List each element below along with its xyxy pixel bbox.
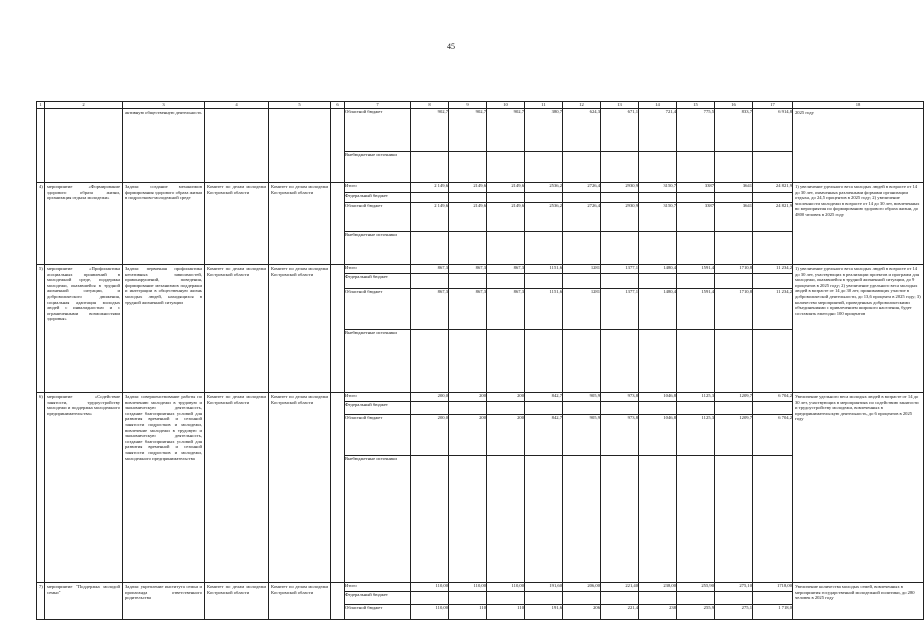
funding-value (487, 592, 525, 605)
column-header: 3 (123, 102, 205, 109)
task-description (123, 393, 205, 583)
funding-value: 1480,4 (639, 265, 677, 274)
funding-value (525, 402, 563, 415)
funding-value (411, 152, 449, 183)
row-number-text: 4) (39, 184, 43, 189)
funding-value (449, 402, 487, 415)
funding-value (601, 402, 639, 415)
column-header: 2 (45, 102, 123, 109)
funding-value (753, 592, 793, 605)
funding-value: 1046,8 (639, 393, 677, 402)
participant-text: Комитет по делам молодежи Костромской области (271, 394, 328, 405)
participant-text: Комитет по делам молодежи Костромской области (271, 584, 328, 595)
funding-value: 191,6 (525, 605, 563, 620)
task-description (123, 109, 205, 183)
funding-value: 2149,6 (487, 183, 525, 193)
column-header: 14 (639, 102, 677, 109)
funding-value: 1710,8 (715, 265, 753, 274)
funding-value: 3150,7 (639, 203, 677, 232)
funding-value: 3150,7 (639, 183, 677, 193)
participant (269, 583, 331, 620)
funding-value (677, 193, 715, 203)
task-description (123, 265, 205, 393)
column-header: 4 (205, 102, 269, 109)
target-indicator (793, 109, 924, 183)
funding-value: 1125,3 (677, 415, 715, 456)
responsible-executor (205, 265, 269, 393)
funding-value: 833,7 (715, 109, 753, 152)
funding-source: Федеральный бюджет (345, 402, 411, 415)
activity-name-text: мероприятие «Формирование здорового образа жизни, организация отдыха молодежи» (47, 184, 120, 201)
funding-value (677, 274, 715, 289)
funding-value: 11 234,2 (753, 265, 793, 274)
funding-source: Федеральный бюджет (345, 592, 411, 605)
funding-source: Областной бюджет (345, 203, 411, 232)
funding-value (411, 232, 449, 265)
responsible-executor-text: Комитет по делам молодежи Костромской области (207, 184, 266, 195)
funding-value (715, 193, 753, 203)
funding-value (411, 402, 449, 415)
activity-name (45, 393, 123, 583)
funding-value: 11 234,2 (753, 289, 793, 330)
funding-value: 275,10 (715, 583, 753, 592)
funding-value: 2726,4 (563, 183, 601, 193)
funding-value: 2149,6 (487, 203, 525, 232)
column-header: 1 (37, 102, 45, 109)
funding-value: 1710,8 (715, 289, 753, 330)
funding-value: 206,00 (563, 583, 601, 592)
funding-value: 867,3 (411, 265, 449, 274)
funding-value: 2726,4 (563, 203, 601, 232)
funding-value: 1046,8 (639, 415, 677, 456)
funding-source: Внебюджетные источники (345, 232, 411, 265)
funding-value: 867,3 (487, 265, 525, 274)
funding-value (715, 152, 753, 183)
target-indicator-text: 1) увеличение удельного веса молодых людей в возрасте от 14 до 30 лет, участвующих в реализации проектов и программ для молодежи, оказавшейся в трудной жизненной ситуации, до 9 процентов в 2025 году; 2) увеличение удельного веса молодых людей в возрасте от 14 до 30 лет, принимающих участие в добровольческой деятельности, до 13,6 процента в 2025 году; 3) количество мероприятий, проведенных добровольческими объединениями с привлечением широкого населения, будет составлять ежегодно 100 процентов (795, 266, 921, 316)
task-description (123, 583, 205, 620)
row-number-text: 6) (39, 394, 43, 399)
funding-value (677, 402, 715, 415)
funding-value: 1591,4 (677, 265, 715, 274)
funding-value: 200 (449, 393, 487, 402)
column-header: 8 (411, 102, 449, 109)
target-indicator-text: 2025 году (795, 110, 814, 115)
funding-value: 1151,6 (525, 289, 563, 330)
column-header: 11 (525, 102, 563, 109)
funding-value (411, 592, 449, 605)
funding-value (601, 274, 639, 289)
funding-value: 2149,6 (449, 203, 487, 232)
funding-value: 6 914,8 (753, 109, 793, 152)
funding-value: 24 821,9 (753, 203, 793, 232)
task-description-text: Задача: первичная профилактика негативных зависимостей, правонарушений, поведения, формирование механизмов поддержки и интеграции в общественную жизнь молодых людей, находящихся в трудной жизненной ситуации (125, 266, 202, 305)
funding-value (677, 152, 715, 183)
row-number (37, 183, 45, 265)
funding-value (563, 330, 601, 393)
funding-value: 1377,1 (601, 265, 639, 274)
funding-value: 3387 (677, 183, 715, 193)
funding-value (563, 274, 601, 289)
funding-value (601, 193, 639, 203)
activity-name-text: мероприятие «Профилактика асоциальных проявлений в молодежной среде, поддержка молодежи, оказавшейся в трудной жизненной ситуации, и добровольческого движения, социальная адаптация молодых людей с инвалидностью и с ограниченными возможностями здоровья» (47, 266, 120, 322)
activity-name-text: мероприятие «Содействие занятости, трудоустройству молодежи и поддержка молодежного предпринимательства» (47, 394, 120, 416)
funding-value (639, 592, 677, 605)
funding-value (753, 193, 793, 203)
funding-value (639, 193, 677, 203)
blank-column (331, 183, 345, 265)
funding-value (449, 330, 487, 393)
funding-value (753, 456, 793, 583)
funding-value (753, 330, 793, 393)
funding-source: Областной бюджет (345, 109, 411, 152)
participant (269, 393, 331, 583)
funding-value: 2536,2 (525, 203, 563, 232)
participant-text: Комитет по делам молодежи Костромской области (271, 266, 328, 277)
blank-column (331, 109, 345, 183)
responsible-executor-text: Комитет по делам молодежи Костромской области (207, 266, 266, 277)
responsible-executor (205, 393, 269, 583)
funding-value (639, 232, 677, 265)
funding-value: 380,7 (525, 109, 563, 152)
column-header: 5 (269, 102, 331, 109)
responsible-executor (205, 109, 269, 183)
funding-value (563, 456, 601, 583)
funding-value (563, 232, 601, 265)
funding-value: 238 (639, 605, 677, 620)
funding-value: 902,7 (449, 109, 487, 152)
funding-value: 221,4 (601, 605, 639, 620)
funding-value (677, 592, 715, 605)
funding-value (715, 232, 753, 265)
funding-value: 3387 (677, 203, 715, 232)
funding-value (525, 232, 563, 265)
column-header: 13 (601, 102, 639, 109)
funding-value (449, 274, 487, 289)
row-number (37, 265, 45, 393)
blank-column (331, 583, 345, 620)
funding-source: Областной бюджет (345, 289, 411, 330)
funding-value: 255,9 (677, 605, 715, 620)
funding-value (753, 274, 793, 289)
program-table (36, 101, 924, 620)
funding-value: 867,3 (411, 289, 449, 330)
funding-value (601, 152, 639, 183)
funding-value: 905,9 (563, 415, 601, 456)
task-description-text: активную общественную деятельность (125, 110, 202, 115)
funding-value: 775,5 (677, 109, 715, 152)
funding-value (487, 193, 525, 203)
funding-value (487, 274, 525, 289)
funding-source: Областной бюджет (345, 605, 411, 620)
table-row (37, 393, 924, 402)
funding-source: Федеральный бюджет (345, 193, 411, 203)
funding-value: 3641 (715, 203, 753, 232)
funding-value: 867,3 (449, 289, 487, 330)
funding-value: 2536,2 (525, 183, 563, 193)
table-row (37, 265, 924, 274)
funding-value: 2 149,6 (411, 183, 449, 193)
funding-value (601, 232, 639, 265)
funding-source: Федеральный бюджет (345, 274, 411, 289)
activity-name (45, 583, 123, 620)
funding-value: 2930,9 (601, 183, 639, 193)
funding-value (563, 193, 601, 203)
funding-value: 902,7 (411, 109, 449, 152)
funding-value (677, 232, 715, 265)
column-header: 10 (487, 102, 525, 109)
funding-value (715, 274, 753, 289)
task-description-text: Задача: укрепление института семьи и пропаганда ответственного родительства (125, 584, 202, 601)
row-number-text: 7) (39, 584, 43, 589)
responsible-executor (205, 583, 269, 620)
funding-value (715, 402, 753, 415)
funding-value: 238,00 (639, 583, 677, 592)
funding-value (411, 330, 449, 393)
funding-source: Внебюджетные источники (345, 330, 411, 393)
responsible-executor (205, 183, 269, 265)
funding-value: 1480,4 (639, 289, 677, 330)
funding-value (487, 330, 525, 393)
column-header: 15 (677, 102, 715, 109)
row-number (37, 583, 45, 620)
header-row (37, 102, 924, 109)
table-row (37, 583, 924, 592)
funding-value: 200 (487, 415, 525, 456)
funding-value (411, 274, 449, 289)
row-number (37, 109, 45, 183)
column-header: 17 (753, 102, 793, 109)
funding-value (411, 193, 449, 203)
funding-value: 842,7 (525, 415, 563, 456)
target-indicator-text: Увеличение количества молодых семей, вовлеченных в мероприятия государственной молодежной политики, до 280 человек в 2025 году (795, 584, 915, 601)
funding-value: 200 (449, 415, 487, 456)
funding-value (601, 330, 639, 393)
funding-value: 1209,7 (715, 415, 753, 456)
page-number: 45 (447, 42, 455, 51)
target-indicator-text: 1) увеличение удельного веса молодых людей в возрасте от 14 до 30 лет, охваченных различными формами организации отдыха, до 24,5 процентов в 2025 году; 2) увеличение численности молодежи в возрасте от 14 до 30 лет, вовлеченных во мероприятия по формированию здорового образа жизни, до 4800 человек в 2025 году (795, 184, 920, 217)
row-number (37, 393, 45, 583)
funding-value: 2149,6 (449, 183, 487, 193)
funding-value (677, 456, 715, 583)
funding-value: 1718,00 (753, 583, 793, 592)
funding-value (525, 193, 563, 203)
funding-value (601, 592, 639, 605)
funding-value (601, 456, 639, 583)
task-description-text: Задача: совершенствование работы по вовлечению молодежи в трудовую и экономическую деятельность, создание благоприятных условий для развития временной и сезонной занятости подростков и молодежи, вовлечение молодежи в трудовую и экономическую деятельность, создание благоприятных условий для развития временной и сезонной занятости подростков и молодежи, молодежного предпринимательства (125, 394, 202, 461)
funding-value: 905,9 (563, 393, 601, 402)
funding-value: 1281 (563, 265, 601, 274)
funding-value (715, 330, 753, 393)
funding-value (639, 152, 677, 183)
funding-value (563, 592, 601, 605)
blank-column (331, 265, 345, 393)
funding-value (449, 152, 487, 183)
funding-value: 110 (487, 605, 525, 620)
funding-value: 110,00 (449, 583, 487, 592)
funding-value: 6 704,2 (753, 393, 793, 402)
funding-value (715, 456, 753, 583)
participant (269, 265, 331, 393)
funding-value (449, 232, 487, 265)
funding-value: 973,8 (601, 415, 639, 456)
column-header: 16 (715, 102, 753, 109)
funding-source: Итого (345, 393, 411, 402)
funding-value (487, 402, 525, 415)
target-indicator (793, 183, 924, 265)
funding-value: 973,8 (601, 393, 639, 402)
table-row (37, 183, 924, 193)
funding-value: 867,3 (487, 289, 525, 330)
funding-value: 624,3 (563, 109, 601, 152)
column-header: 6 (331, 102, 345, 109)
funding-value (525, 592, 563, 605)
funding-value: 206 (563, 605, 601, 620)
funding-value: 1209,7 (715, 393, 753, 402)
target-indicator (793, 265, 924, 393)
participant (269, 109, 331, 183)
funding-value: 200 (487, 393, 525, 402)
table-row (37, 109, 924, 152)
responsible-executor-text: Комитет по делам молодежи Костромской области (207, 584, 266, 595)
activity-name-text: мероприятие "Поддержка молодой семьи" (47, 584, 120, 595)
activity-name (45, 183, 123, 265)
funding-value: 1377,1 (601, 289, 639, 330)
funding-value (525, 330, 563, 393)
funding-value: 3641 (715, 183, 753, 193)
funding-value: 2 149,6 (411, 203, 449, 232)
target-indicator-text: Увеличение удельного веса молодых людей в возрасте от 14 до 30 лет, участвующих в мероприятиях по содействию занятости и трудоустройству молодежи, вовлеченных в предпринимательскую деятельность, до 6 процентов в 2025 году (795, 394, 919, 422)
funding-value (715, 592, 753, 605)
funding-value (525, 456, 563, 583)
funding-value: 1591,4 (677, 289, 715, 330)
funding-value (487, 152, 525, 183)
funding-value: 255,90 (677, 583, 715, 592)
task-description-text: Задача: создание механизмов формирования здорового образа жизни в подростково-молодежной среде (125, 184, 202, 201)
funding-value: 1 718,0 (753, 605, 793, 620)
funding-value (411, 456, 449, 583)
funding-value: 721,4 (639, 109, 677, 152)
funding-value (563, 402, 601, 415)
funding-value: 200,0 (411, 393, 449, 402)
row-number-text: 5) (39, 266, 43, 271)
funding-value (525, 152, 563, 183)
task-description (123, 183, 205, 265)
funding-value: 671,1 (601, 109, 639, 152)
funding-source: Итого (345, 183, 411, 193)
funding-value (449, 592, 487, 605)
funding-source: Областной бюджет (345, 415, 411, 456)
funding-value (639, 274, 677, 289)
funding-value (449, 456, 487, 583)
funding-value: 275,1 (715, 605, 753, 620)
funding-value (753, 402, 793, 415)
funding-value (487, 232, 525, 265)
funding-value: 867,3 (449, 265, 487, 274)
funding-value: 110,00 (411, 583, 449, 592)
funding-source: Итого (345, 583, 411, 592)
column-header: 7 (345, 102, 411, 109)
participant (269, 183, 331, 265)
funding-value (753, 232, 793, 265)
funding-value: 902,7 (487, 109, 525, 152)
funding-value (487, 456, 525, 583)
activity-name (45, 265, 123, 393)
blank-column (331, 393, 345, 583)
funding-value (753, 152, 793, 183)
column-header: 18 (793, 102, 924, 109)
funding-source: Внебюджетные источники (345, 456, 411, 583)
funding-value (525, 274, 563, 289)
funding-value: 842,7 (525, 393, 563, 402)
funding-value (563, 152, 601, 183)
column-header: 9 (449, 102, 487, 109)
funding-value (639, 330, 677, 393)
funding-value (639, 456, 677, 583)
funding-value: 110,00 (487, 583, 525, 592)
funding-value: 1281 (563, 289, 601, 330)
funding-value (639, 402, 677, 415)
target-indicator (793, 393, 924, 583)
responsible-executor-text: Комитет по делам молодежи Костромской области (207, 394, 266, 405)
funding-value: 2930,9 (601, 203, 639, 232)
funding-value: 110 (449, 605, 487, 620)
funding-value: 24 821,9 (753, 183, 793, 193)
funding-source: Итого (345, 265, 411, 274)
funding-value: 6 704,2 (753, 415, 793, 456)
column-header: 12 (563, 102, 601, 109)
target-indicator (793, 583, 924, 620)
funding-value: 191,60 (525, 583, 563, 592)
funding-value (677, 330, 715, 393)
activity-name (45, 109, 123, 183)
funding-source: Внебюджетные источники (345, 152, 411, 183)
funding-value: 110,00 (411, 605, 449, 620)
funding-value (449, 193, 487, 203)
participant-text: Комитет по делам молодежи Костромской области (271, 184, 328, 195)
funding-value: 221,40 (601, 583, 639, 592)
funding-value: 1151,6 (525, 265, 563, 274)
funding-value: 200,0 (411, 415, 449, 456)
funding-value: 1125,3 (677, 393, 715, 402)
